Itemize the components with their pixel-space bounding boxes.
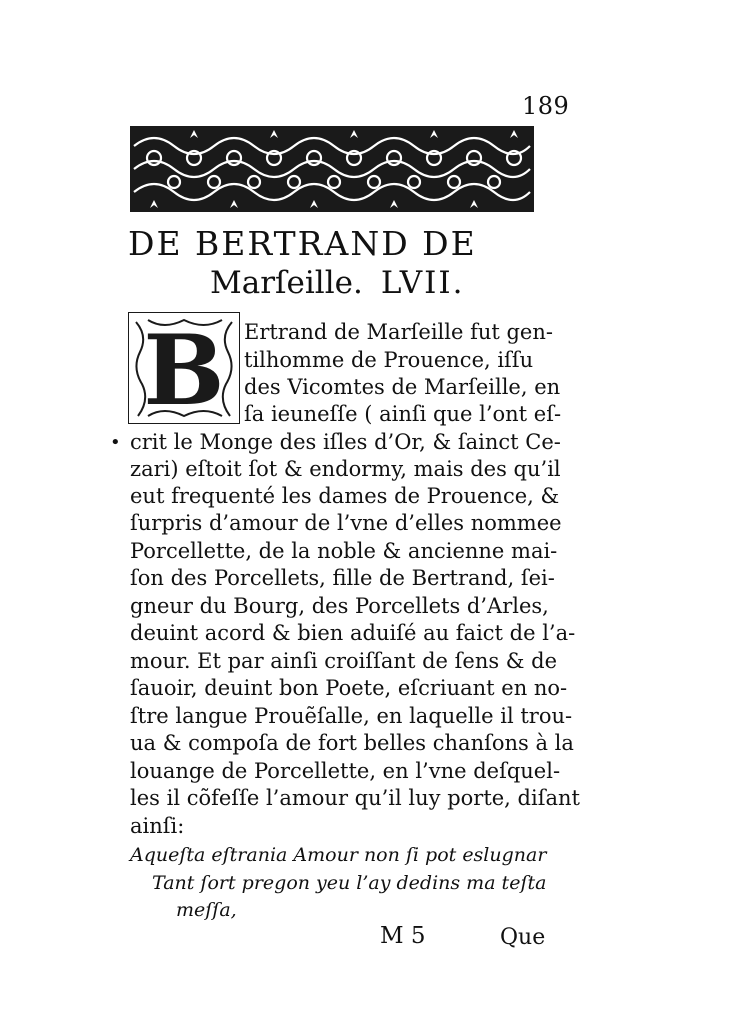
text-line: crit le Monge des iſles d’Or, & ſainct Ce- [130, 430, 561, 454]
text-line: zari) eſtoit ſot & endormy, mais des qu’il [130, 457, 561, 481]
margin-mark: • [110, 432, 121, 453]
text-line: ſurpris d’amour de l’vne d’elles nommee [130, 511, 562, 535]
text-line: deuint acord & bien aduiſé au faict de l’a- [130, 621, 576, 645]
verse-line: meſſa, [176, 899, 237, 921]
signature-mark: M 5 [380, 923, 426, 949]
text-line: ſa ieuneſſe ( ainſi que l’ont eſ- [244, 402, 562, 426]
chapter-title: DE BERTRAND DE [128, 224, 477, 263]
decorated-initial [128, 312, 240, 424]
text-line: ainſi: [130, 814, 185, 838]
text-line: tilhomme de Prouence, iſſu [244, 348, 534, 372]
verse-line: Tant ſort pregon yeu l’ay dedins ma teſta [152, 872, 547, 894]
catchword: Que [500, 925, 546, 950]
chapter-subtitle [210, 265, 464, 301]
text-line: eut frequenté les dames de Prouence, & [130, 484, 560, 508]
text-line: les il cõfeſſe l’amour qu’il luy porte, diſant [130, 786, 580, 810]
text-line: ua & compoſa de fort belles chanſons à la [130, 731, 574, 755]
text-line: Porcellette, de la noble & ancienne mai- [130, 539, 558, 563]
text-line: ſtre langue Prouẽſalle, en laquelle il trou- [130, 704, 573, 728]
chapter-number: LVII. [380, 265, 465, 301]
verse-line: Aqueſta eſtrania Amour non ſi pot eslugnar [130, 844, 547, 866]
text-line: ſauoir, deuint bon Poete, eſcriuant en no- [130, 676, 568, 700]
svg-text:B: B [143, 314, 225, 424]
ornamental-headpiece [130, 126, 534, 212]
text-line: des Vicomtes de Marſeille, en [244, 375, 561, 399]
text-line: ſon des Porcellets, fille de Bertrand, ſei- [130, 566, 555, 590]
text-line: gneur du Bourg, des Porcellets d’Arles, [130, 594, 549, 618]
page-number: 189 [522, 92, 570, 120]
text-line: louange de Porcellette, en l’vne deſquel- [130, 759, 561, 783]
text-line: Ertrand de Marſeille fut gen- [244, 320, 553, 344]
text-line: mour. Et par ainſi croiſſant de ſens & de [130, 649, 558, 673]
chapter-subtitle-name: Marſeille. [210, 265, 363, 301]
